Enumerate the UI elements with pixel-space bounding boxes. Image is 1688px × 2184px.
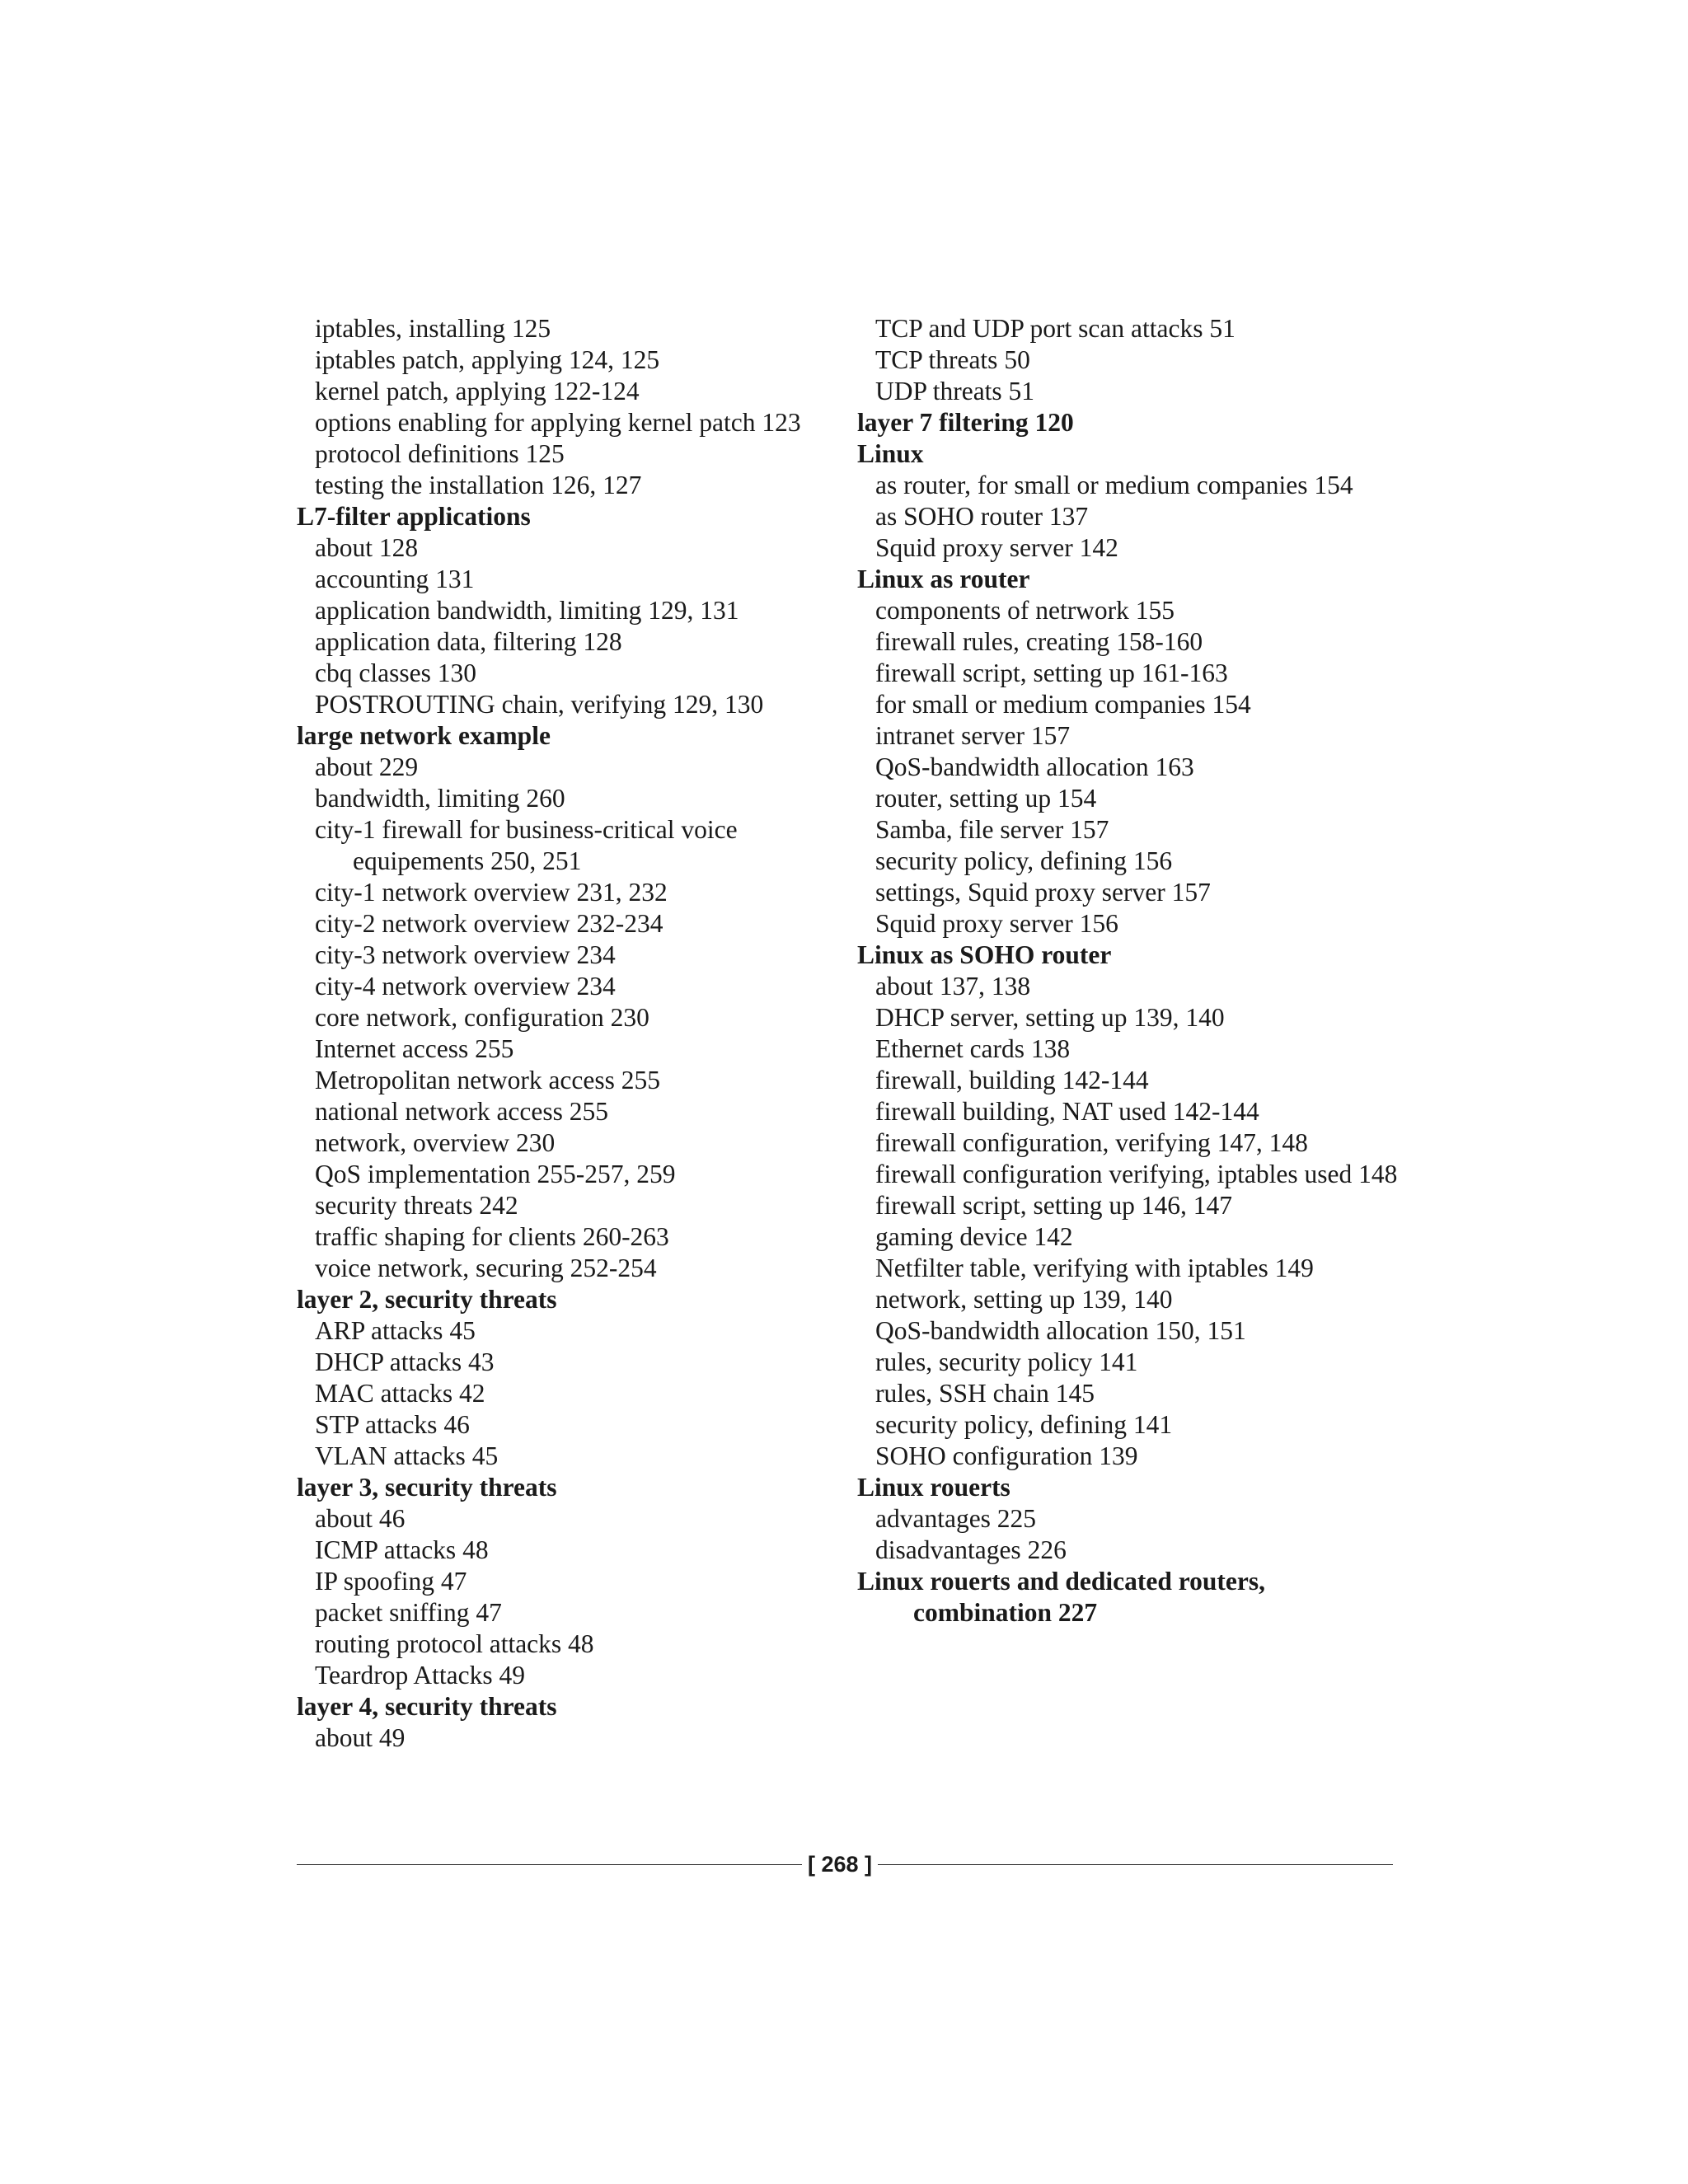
index-subentry: as SOHO router 137 — [875, 502, 1089, 531]
index-subentry: about 229 — [315, 752, 419, 781]
index-subentry: testing the installation 126, 127 — [315, 471, 642, 499]
index-subentry: SOHO configuration 139 — [875, 1441, 1138, 1470]
index-heading: Linux rouerts — [857, 1473, 1010, 1502]
index-heading: Linux as SOHO router — [857, 940, 1112, 969]
index-subentry: city-1 firewall for business-critical voice equipements 250, 251 — [315, 815, 738, 875]
index-subentry: iptables patch, applying 124, 125 — [315, 345, 660, 374]
index-subentry: iptables, installing 125 — [315, 314, 551, 343]
index-subentry: Netfilter table, verifying with iptables 149 — [875, 1254, 1314, 1282]
index-subentry: firewall script, setting up 161-163 — [875, 658, 1228, 687]
index-subentry: security policy, defining 141 — [875, 1410, 1173, 1439]
index-subentry: Squid proxy server 142 — [875, 533, 1118, 562]
index-subentry: gaming device 142 — [875, 1222, 1073, 1251]
index-column-right — [857, 313, 1401, 1629]
index-subentry: Samba, file server 157 — [875, 815, 1109, 844]
index-subentry: national network access 255 — [315, 1097, 609, 1126]
index-column-left — [297, 313, 832, 1754]
index-subentry: router, setting up 154 — [875, 784, 1097, 813]
index-subentry: firewall configuration, verifying 147, 148 — [875, 1128, 1308, 1157]
index-subentry: security policy, defining 156 — [875, 846, 1173, 875]
index-subentry: ICMP attacks 48 — [315, 1535, 489, 1564]
index-subentry: for small or medium companies 154 — [875, 690, 1251, 719]
index-heading: Linux as router — [857, 565, 1030, 593]
index-subentry: QoS implementation 255-257, 259 — [315, 1160, 676, 1188]
index-subentry: accounting 131 — [315, 565, 475, 593]
index-subentry: rules, security policy 141 — [875, 1347, 1138, 1376]
index-subentry: IP spoofing 47 — [315, 1567, 467, 1596]
index-subentry: as router, for small or medium companies 154 — [875, 471, 1353, 499]
footer-rule-right — [878, 1864, 1393, 1865]
index-subentry: Ethernet cards 138 — [875, 1034, 1071, 1063]
index-subentry: application data, filtering 128 — [315, 627, 622, 656]
index-subentry: TCP threats 50 — [875, 345, 1030, 374]
index-subentry: QoS-bandwidth allocation 150, 151 — [875, 1316, 1246, 1345]
index-subentry: routing protocol attacks 48 — [315, 1629, 594, 1658]
index-subentry: UDP threats 51 — [875, 377, 1035, 405]
index-subentry: Teardrop Attacks 49 — [315, 1661, 525, 1690]
index-subentry: rules, SSH chain 145 — [875, 1379, 1095, 1408]
index-subentry: about 46 — [315, 1504, 406, 1533]
index-subentry: VLAN attacks 45 — [315, 1441, 499, 1470]
footer-rule-left — [297, 1864, 802, 1865]
page-footer — [297, 1849, 1393, 1879]
index-heading: large network example — [297, 721, 551, 750]
index-subentry: POSTROUTING chain, verifying 129, 130 — [315, 690, 764, 719]
index-subentry: bandwidth, limiting 260 — [315, 784, 565, 813]
index-subentry: firewall configuration verifying, iptables used 148 — [875, 1160, 1398, 1188]
index-subentry: protocol definitions 125 — [315, 439, 565, 468]
index-subentry: STP attacks 46 — [315, 1410, 470, 1439]
index-subentry: city-1 network overview 231, 232 — [315, 878, 668, 907]
index-subentry: security threats 242 — [315, 1191, 518, 1220]
index-heading: layer 4, security threats — [297, 1692, 557, 1721]
index-subentry: ARP attacks 45 — [315, 1316, 476, 1345]
index-subentry: about 49 — [315, 1723, 406, 1752]
index-subentry: DHCP server, setting up 139, 140 — [875, 1003, 1225, 1032]
index-subentry: city-4 network overview 234 — [315, 972, 616, 1001]
index-subentry: options enabling for applying kernel patch 123 — [315, 408, 801, 437]
index-subentry: application bandwidth, limiting 129, 131 — [315, 596, 739, 625]
index-subentry: city-3 network overview 234 — [315, 940, 616, 969]
index-subentry: Metropolitan network access 255 — [315, 1066, 661, 1094]
index-subentry: QoS-bandwidth allocation 163 — [875, 752, 1194, 781]
index-subentry: city-2 network overview 232-234 — [315, 909, 663, 938]
index-heading: layer 3, security threats — [297, 1473, 557, 1502]
index-heading: Linux — [857, 439, 924, 468]
index-heading: L7-filter applications — [297, 502, 531, 531]
index-subentry: Internet access 255 — [315, 1034, 514, 1063]
index-subentry: firewall, building 142-144 — [875, 1066, 1149, 1094]
index-subentry: about 137, 138 — [875, 972, 1031, 1001]
index-subentry: network, overview 230 — [315, 1128, 556, 1157]
index-subentry: advantages 225 — [875, 1504, 1037, 1533]
index-subentry: packet sniffing 47 — [315, 1598, 502, 1627]
index-subentry: cbq classes 130 — [315, 658, 476, 687]
index-heading: Linux rouerts and dedicated routers, combination 227 — [857, 1567, 1265, 1627]
index-subentry: components of netrwork 155 — [875, 596, 1175, 625]
index-heading: layer 2, security threats — [297, 1285, 557, 1314]
index-subentry: about 128 — [315, 533, 419, 562]
index-subentry: TCP and UDP port scan attacks 51 — [875, 314, 1236, 343]
index-subentry: MAC attacks 42 — [315, 1379, 485, 1408]
index-subentry: Squid proxy server 156 — [875, 909, 1118, 938]
index-subentry: settings, Squid proxy server 157 — [875, 878, 1211, 907]
index-subentry: firewall script, setting up 146, 147 — [875, 1191, 1233, 1220]
index-subentry: voice network, securing 252-254 — [315, 1254, 657, 1282]
index-subentry: disadvantages 226 — [875, 1535, 1067, 1564]
index-subentry: core network, configuration 230 — [315, 1003, 649, 1032]
index-heading: layer 7 filtering 120 — [857, 408, 1074, 437]
page-number: [ 268 ] — [807, 1852, 873, 1877]
index-subentry: firewall building, NAT used 142-144 — [875, 1097, 1259, 1126]
index-subentry: firewall rules, creating 158-160 — [875, 627, 1203, 656]
index-subentry: intranet server 157 — [875, 721, 1071, 750]
index-subentry: network, setting up 139, 140 — [875, 1285, 1173, 1314]
index-subentry: DHCP attacks 43 — [315, 1347, 495, 1376]
index-subentry: kernel patch, applying 122-124 — [315, 377, 640, 405]
index-subentry: traffic shaping for clients 260-263 — [315, 1222, 669, 1251]
